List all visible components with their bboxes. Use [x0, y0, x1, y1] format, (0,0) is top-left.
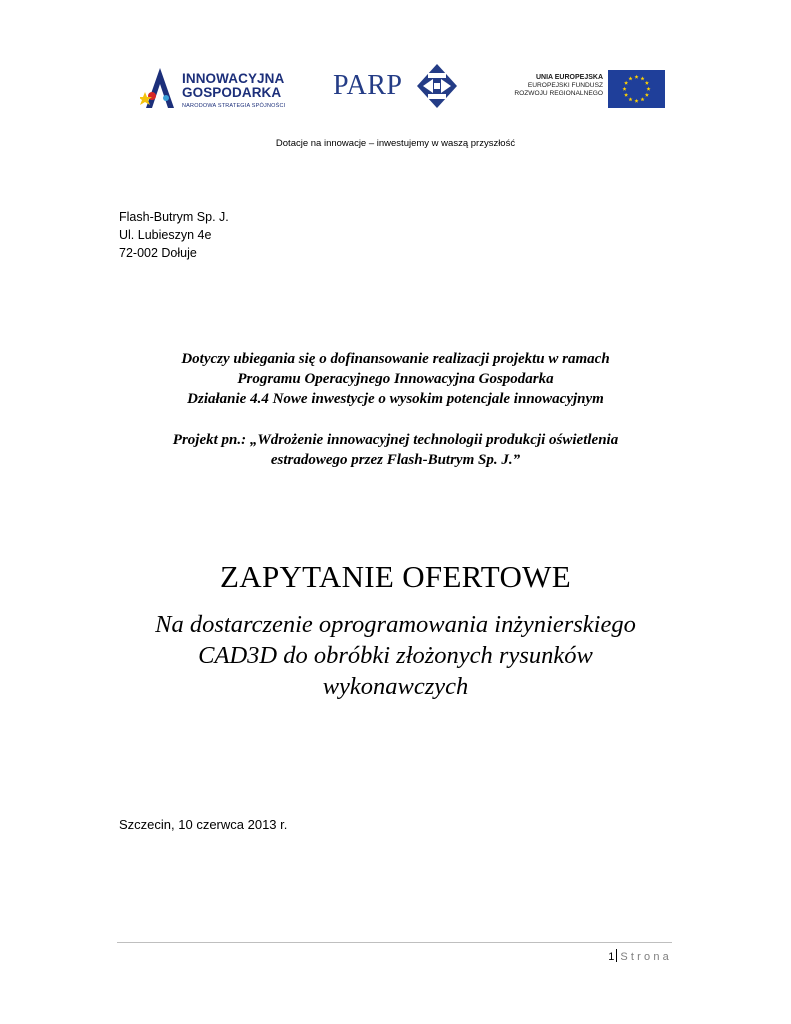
subject-line: Programu Operacyjnego Innowacyjna Gospodarka — [237, 371, 554, 387]
subtitle-line: CAD3D do obróbki złożonych rysunków — [198, 642, 593, 669]
eu-flag-icon — [608, 70, 665, 108]
address-company: Flash-Butrym Sp. J. — [119, 210, 229, 224]
place-date: Szczecin, 10 czerwca 2013 r. — [119, 817, 288, 832]
parp-logo — [333, 64, 459, 110]
page-label: Strona — [620, 951, 672, 963]
eu-logo-line3: ROZWOJU REGIONALNEGO — [514, 90, 603, 98]
ig-logo-line2: GOSPODARKA — [182, 85, 282, 100]
eu-logo-line2: EUROPEJSKI FUNDUSZ — [527, 82, 603, 90]
page-footer — [117, 949, 672, 963]
subtitle-line: Na dostarczenie oprogramowania inżynierskiego — [155, 611, 636, 638]
innowacyjna-gospodarka-emblem-icon — [140, 62, 180, 118]
subject-line: Dotyczy ubiegania się o dofinansowanie realizacji projektu w ramach — [181, 351, 610, 367]
eu-logo-line1: UNIA EUROPEJSKA — [535, 74, 603, 81]
footer-divider — [117, 942, 672, 943]
project-line: Projekt pn.: „Wdrożenie innowacyjnej technologii produkcji oświetlenia — [172, 432, 619, 448]
ig-logo-line1: INNOWACYJNA — [182, 71, 285, 86]
eu-logo-text — [514, 74, 603, 99]
subject-line: Działanie 4.4 Nowe inwestycje o wysokim potencjale innowacyjnym — [187, 391, 604, 407]
ig-logo-name — [182, 72, 284, 100]
address-street: Ul. Lubieszyn 4e — [119, 228, 212, 242]
eu-logo — [505, 68, 665, 110]
document-subtitle — [80, 609, 711, 702]
project-block — [60, 430, 731, 470]
address-city: 72-002 Dołuje — [119, 246, 197, 260]
subtitle-line: wykonawczych — [322, 673, 469, 700]
parp-logo-text: PARP — [333, 70, 403, 101]
address-block — [119, 208, 229, 262]
ig-logo-tagline: NARODOWA STRATEGIA SPÓJNOŚCI — [182, 103, 286, 109]
innowacyjna-gospodarka-logo — [140, 62, 330, 118]
document-title: ZAPYTANIE OFERTOWE — [220, 559, 571, 594]
parp-emblem-icon — [417, 64, 457, 108]
motto: Dotacje na innowacje – inwestujemy w waszą przyszłość — [275, 138, 516, 149]
footer-separator — [616, 949, 617, 962]
subject-block — [60, 349, 731, 409]
page-number: 1 — [608, 951, 615, 963]
project-line: estradowego przez Flash-Butrym Sp. J.” — [270, 452, 521, 468]
